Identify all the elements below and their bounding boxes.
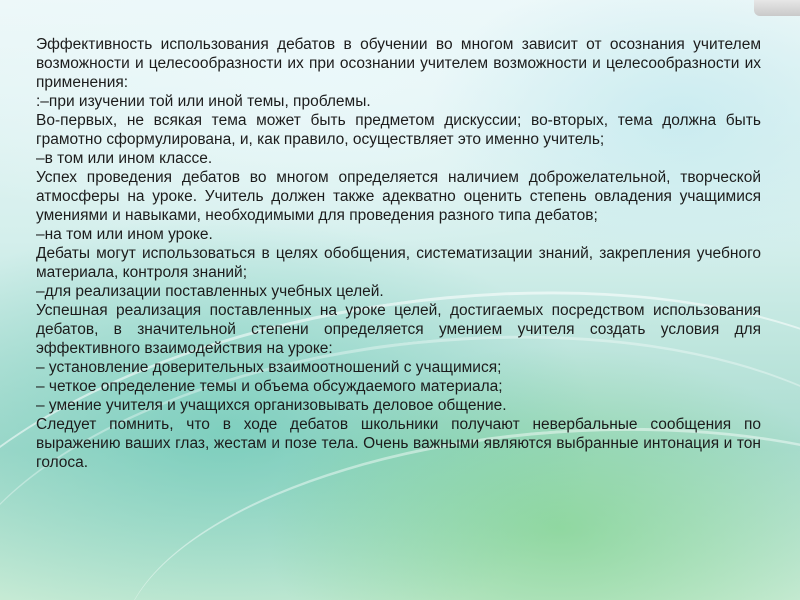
bullet-item: – умение учителя и учащихся организовывать деловое общение. [36, 397, 507, 414]
slide-text-block [36, 35, 761, 472]
bullet-item: – четкое определение темы и объема обсуждаемого материала; [36, 378, 503, 395]
paragraph: Успешная реализация поставленных на уроке целей, достигаемых посредством использования дебатов, в значительной степени определяется умением учителя создать условия для эффективного взаимодействия на уроке: [36, 302, 761, 357]
paragraph: –для реализации поставленных учебных целей. [36, 283, 384, 300]
paragraph: :–при изучении той или иной темы, проблемы. [36, 93, 371, 110]
window-corner-tab [754, 0, 800, 16]
paragraph: –на том или ином уроке. [36, 226, 213, 243]
paragraph: Во-первых, не всякая тема может быть предметом дискуссии; во-вторых, тема должна быть грамотно сформулирована, и, как правило, осуществляет это именно учитель; [36, 112, 761, 148]
bullet-item: – установление доверительных взаимоотношений с учащимися; [36, 359, 502, 376]
paragraph: Эффективность использования дебатов в обучении во многом зависит от осознания учителем возможности и целесообразности их при осознании учителем возможности и целесообразности их применения: [36, 36, 761, 91]
paragraph: Дебаты могут использоваться в целях обобщения, систематизации знаний, закрепления учебного материала, контроля знаний; [36, 245, 761, 281]
paragraph: Следует помнить, что в ходе дебатов школьники получают невербальные сообщения по выражению ваших глаз, жестам и позе тела. Очень важными являются выбранные интонация и тон голоса. [36, 416, 761, 471]
paragraph: Успех проведения дебатов во многом определяется наличием доброжелательной, творческой атмосферы на уроке. Учитель должен также адекватно оценить степень овладения учащимися умениями и навыками, необходимыми для проведения разного типа дебатов; [36, 169, 761, 224]
paragraph: –в том или ином классе. [36, 150, 213, 167]
